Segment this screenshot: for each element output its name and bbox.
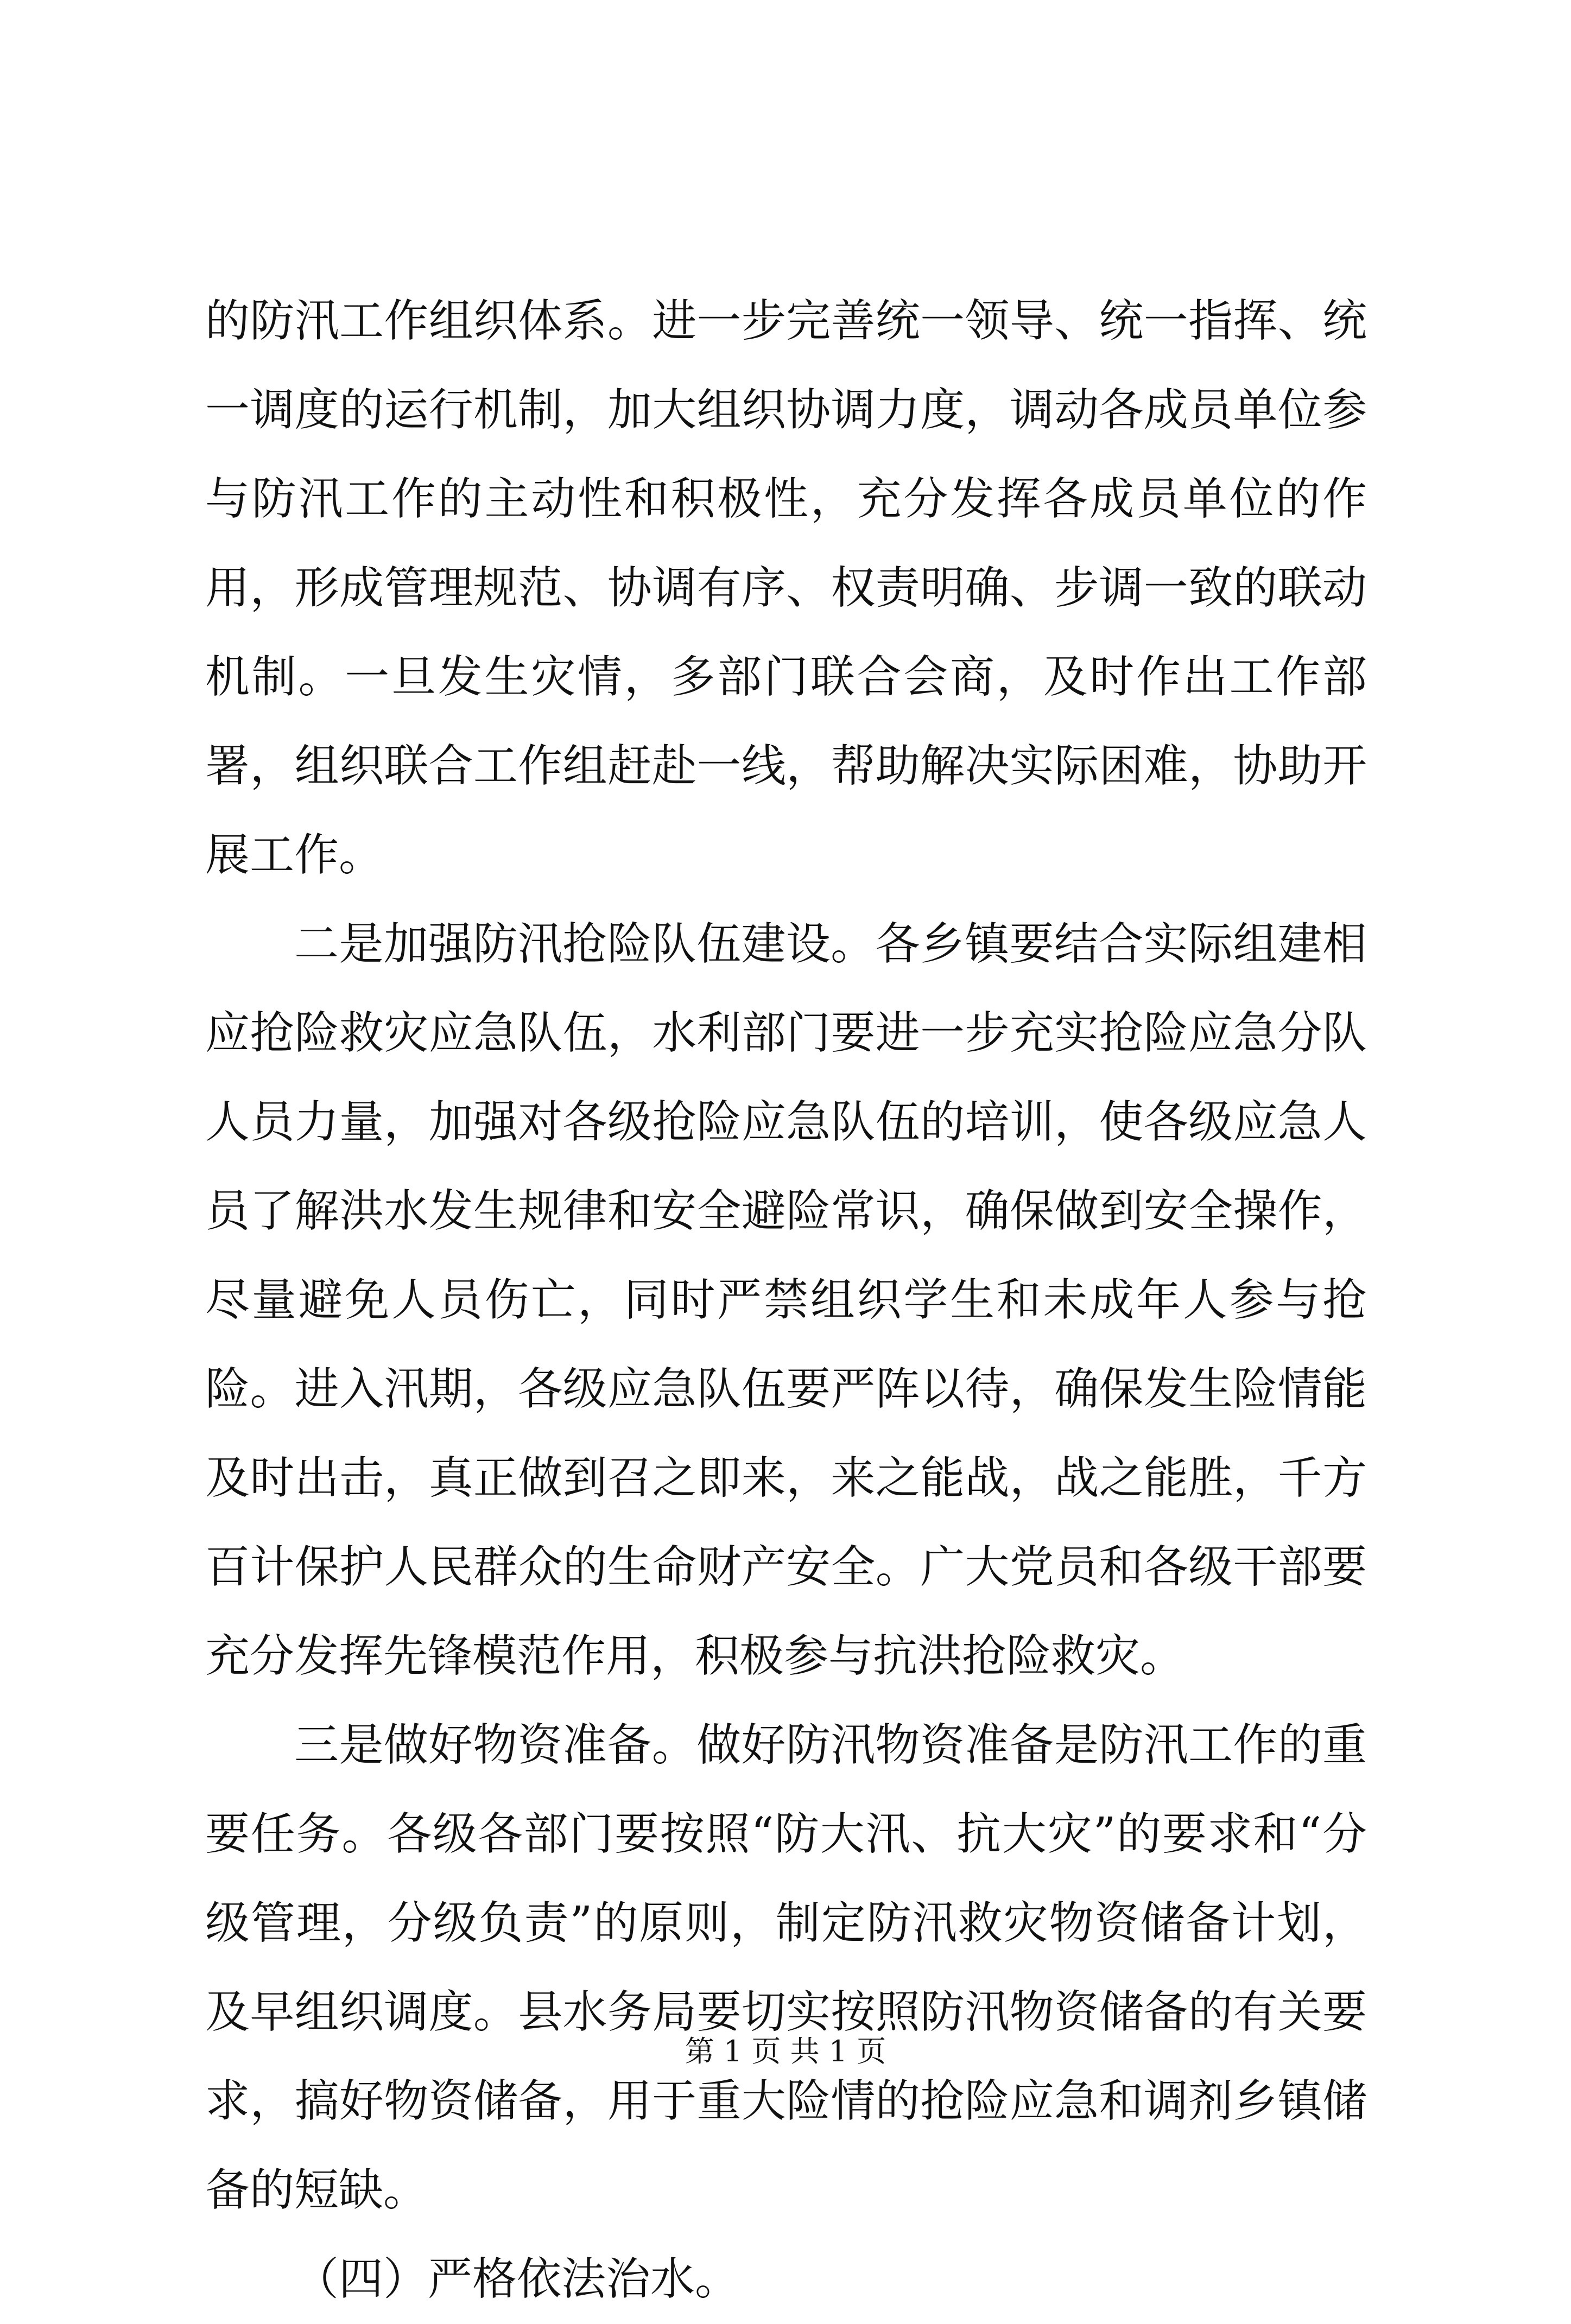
document-body (205, 277, 1367, 2324)
page-number-footer: 第 1 页 共 1 页 (685, 2034, 886, 2068)
section-heading-law-based-water-governance: （四）严格依法治水。 (294, 2253, 740, 2305)
paragraph-continuation: 的防汛工作组织体系。进一步完善统一领导、统一指挥、统一调度的运行机制，加大组织协调力度，调动各成员单位参与防汛工作的主动性和积极性，充分发挥各成员单位的作用，形成管理规范、协调有序、权责明确、步调一致的联动机制。一旦发生灾情，多部门联合会商，及时作出工作部署，组织联合工作组赶赴一线，帮助解决实际困难，协助开展工作。 (205, 295, 1367, 881)
paragraph-material-preparation: 三是做好物资准备。做好防汛物资准备是防汛工作的重要任务。各级各部门要按照“防大汛、抗大灾”的要求和“分级管理，分级负责”的原则，制定防汛救灾物资储备计划，及早组织调度。县水务局要切实按照防汛物资储备的有关要求，搞好物资储备，用于重大险情的抢险应急和调剂乡镇储备的短缺。 (205, 1719, 1367, 2216)
paragraph-flood-rescue-teams: 二是加强防汛抢险队伍建设。各乡镇要结合实际组建相应抢险救灾应急队伍，水利部门要进一步充实抢险应急分队人员力量，加强对各级抢险应急队伍的培训，使各级应急人员了解洪水发生规律和安全避险常识，确保做到安全操作，尽量避免人员伤亡，同时严禁组织学生和未成年人参与抢险。进入汛期，各级应急队伍要严阵以待，确保发生险情能及时出击，真正做到召之即来，来之能战，战之能胜，千方百计保护人民群众的生命财产安全。广大党员和各级干部要充分发挥先锋模范作用，积极参与抗洪抢险救灾。 (205, 918, 1367, 1682)
